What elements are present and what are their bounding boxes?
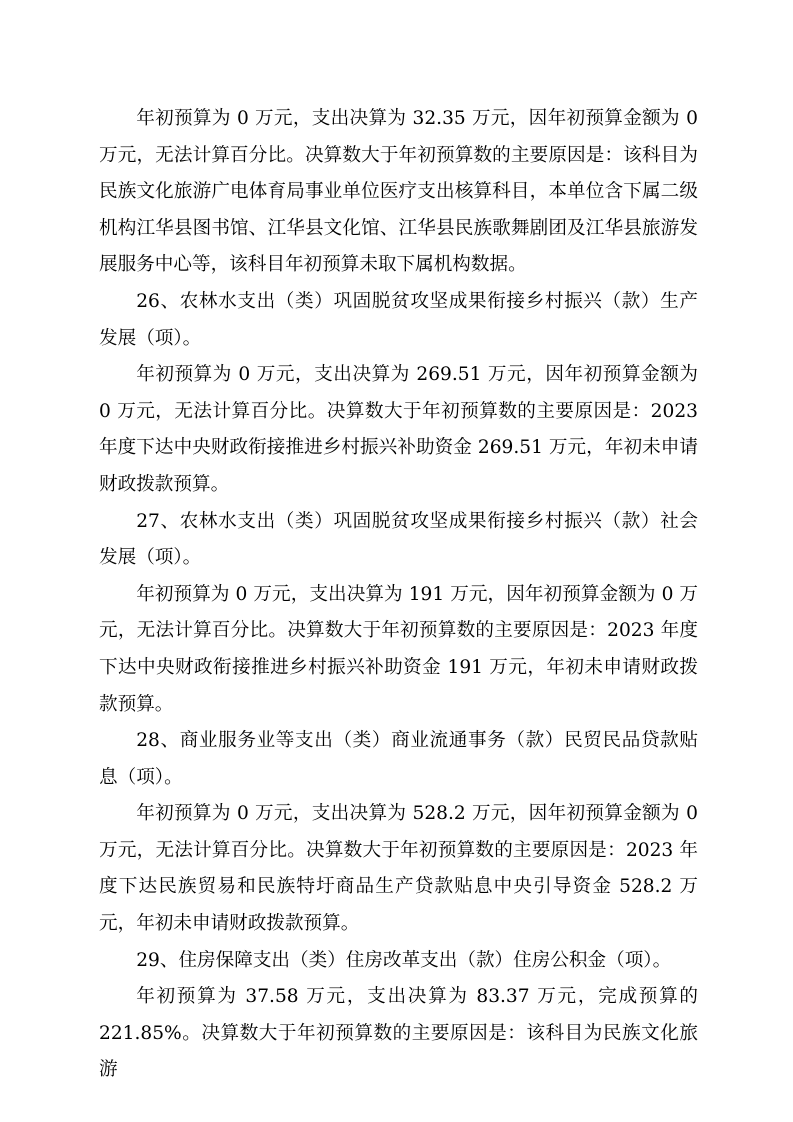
paragraph-item-27-explanation: 年初预算为 0 万元，支出决算为 191 万元，因年初预算金额为 0 万元，无法计算百分比。决算数大于年初预算数的主要原因是：2023 年度下达中央财政衔接推进乡村振兴补助资金 191 万元，年初未申请财政拨款预算。 <box>99 583 698 715</box>
paragraph-item-29-explanation: 年初预算为 37.58 万元，支出决算为 83.37 万元，完成预算的 221.85%。决算数大于年初预算数的主要原因是：该科目为民族文化旅游 <box>99 986 698 1081</box>
paragraph-item-27-heading: 27、农林水支出（类）巩固脱贫攻坚成果衔接乡村振兴（款）社会发展（项）。 <box>99 510 698 569</box>
paragraph-item-29-heading: 29、住房保障支出（类）住房改革支出（款）住房公积金（项）。 <box>136 949 672 971</box>
paragraph-item-26-heading: 26、农林水支出（类）巩固脱贫攻坚成果衔接乡村振兴（款）生产发展（项）。 <box>99 290 698 349</box>
paragraph-item-25-explanation: 年初预算为 0 万元，支出决算为 32.35 万元，因年初预算金额为 0 万元，无法计算百分比。决算数大于年初预算数的主要原因是：该科目为民族文化旅游广电体育局事业单位医疗支出核算科目，本单位含下属二级机构江华县图书馆、江华县文化馆、江华县民族歌舞剧团及江华县旅游发展服务中心等，该科目年初预算未取下属机构数据。 <box>99 108 698 276</box>
paragraph-item-26-explanation: 年初预算为 0 万元，支出决算为 269.51 万元，因年初预算金额为 0 万元，无法计算百分比。决算数大于年初预算数的主要原因是：2023 年度下达中央财政衔接推进乡村振兴补助资金 269.51 万元，年初未申请财政拨款预算。 <box>99 364 698 495</box>
paragraph-item-28-explanation: 年初预算为 0 万元，支出决算为 528.2 万元，因年初预算金额为 0 万元，无法计算百分比。决算数大于年初预算数的主要原因是：2023 年度下达民族贸易和民族特圩商品生产贷款贴息中央引导资金 528.2 万元，年初未申请财政拨款预算。 <box>99 803 698 935</box>
document-body <box>99 101 698 1089</box>
paragraph-item-28-heading: 28、商业服务业等支出（类）商业流通事务（款）民贸民品贷款贴息（项）。 <box>99 730 698 788</box>
